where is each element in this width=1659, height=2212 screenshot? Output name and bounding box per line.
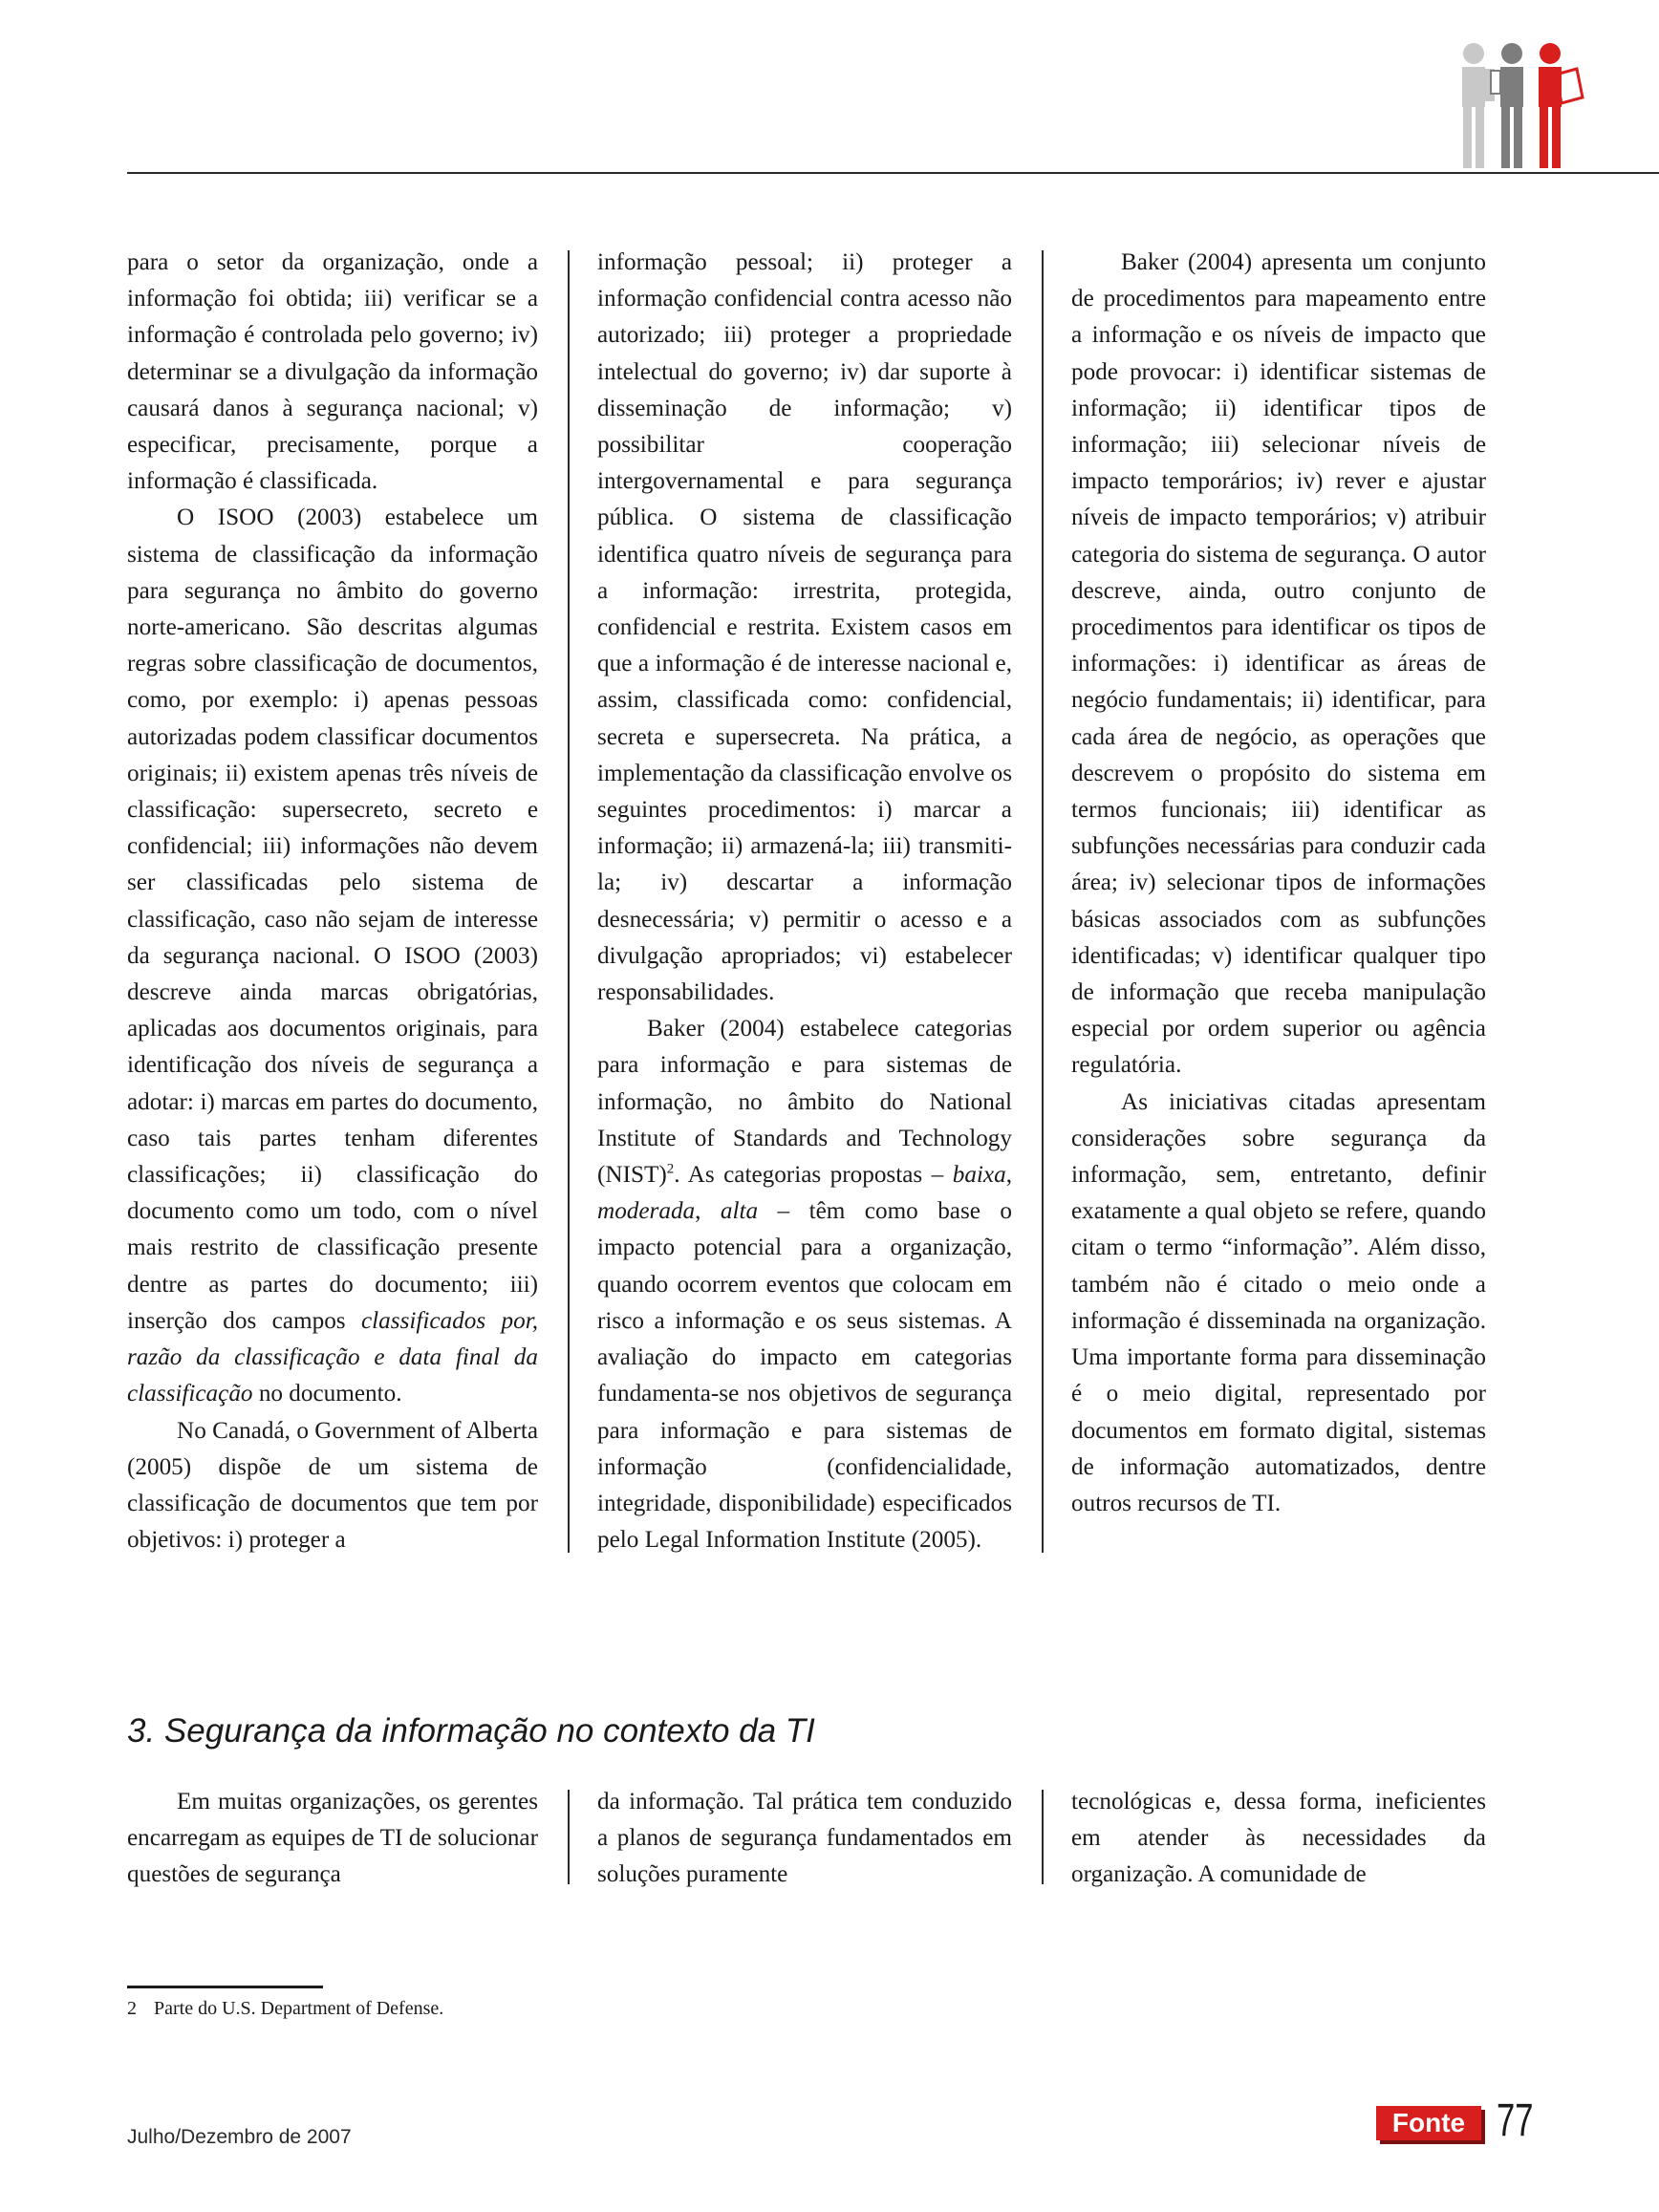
footnote-marker: 2 xyxy=(666,1161,675,1177)
paragraph: Baker (2004) estabelece categorias para informação e para sistemas de informação, no âmbito do National Institute of Standards and Technology (NIST)$^2$. As categorias propostas – baixa, moderada, alta – têm como base o impacto potencial para a organização, quando ocorrem eventos que colocam em risco a informação e os seus sistemas. A avaliação do impacto em categorias fundamenta-se nos objetivos de segurança para informação e para sistemas de informação (confidencialidade, integridade, disponibilidade) especificados pelo Legal Information Institute (2005). xyxy=(597,1016,1013,1554)
paragraph: No Canadá, o Government of Alberta (2005) dispõe de um sistema de classificação de documentos que tem por objetivos: i) proteger a xyxy=(127,1417,538,1554)
column-1 xyxy=(127,1784,538,1894)
brand-logo: Fonte xyxy=(1376,2106,1481,2140)
paragraph: da informação. Tal prática tem conduzido a planos de segurança fundamentados em soluções puramente xyxy=(597,1789,1012,1888)
footnote-text: Parte do U.S. Department of Defense. xyxy=(154,1998,444,2019)
paragraph: Em muitas organizações, os gerentes encarregam as equipes de TI de solucionar questões de segurança xyxy=(127,1789,538,1888)
column-2 xyxy=(597,1784,1012,1894)
paragraph: para o setor da organização, onde a informação foi obtida; iii) verificar se a informação é controlada pelo governo; iv) determinar se a divulgação da informação causará danos à segurança nacional; v) especificar, precisamente, porque a informação é classificada. xyxy=(127,249,538,495)
paragraph: As iniciativas citadas apresentam considerações sobre segurança da informação, sem, entretanto, definir exatamente a qual objeto se refere, quando citam o termo “informação”. Além disso, também não é citado o meio onde a informação é disseminada na organização. Uma importante forma para disseminação é o meio digital, representado por documentos em formato digital, sistemas de informação automatizados, dentre outros recursos de TI. xyxy=(1071,1088,1486,1516)
header-rule xyxy=(127,172,1659,174)
page-number: 77 xyxy=(1497,2095,1534,2146)
column-3 xyxy=(1071,245,1486,1558)
section-body xyxy=(127,1784,1486,1894)
paragraph: informação pessoal; ii) proteger a informação confidencial contra acesso não autorizado; iii) proteger a propriedade intelectual do governo; iv) dar suporte à disseminação de informação; v) possibilitar cooperação intergovernamental e para segurança pública. O sistema de classificação identifica quatro níveis de segurança para a informação: irrestrita, protegida, confidencial e restrita. Existem casos em que a informação é de interesse nacional e, assim, classificada como: confidencial, secreta e supersecreta. Na prática, a implementação da classificação envolve os seguintes procedimentos: i) marcar a informação; ii) armazená-la; iii) transmiti-la; iv) descartar a informação desnecessária; v) permitir o acesso e a divulgação apropriados; vi) estabelecer responsabilidades. xyxy=(597,249,1012,1006)
column-2 xyxy=(597,245,1012,1558)
section-heading: 3. Segurança da informação no contexto da TI xyxy=(127,1712,815,1750)
footnote-rule xyxy=(127,1986,323,1988)
article-body xyxy=(127,245,1486,1558)
paragraph: Baker (2004) apresenta um conjunto de procedimentos para mapeamento entre a informação e os níveis de impacto que pode provocar: i) identificar sistemas de informação; ii) identificar tipos de informação; iii) selecionar níveis de impacto temporários; iv) rever e ajustar níveis de impacto temporários; v) atribuir categoria do sistema de segurança. O autor descreve, ainda, outro conjunto de procedimentos para identificar os tipos de informações: i) identificar as áreas de negócio fundamentais; ii) identificar, para cada área de negócio, as operações que descrevem o propósito do sistema em termos funcionais; iii) identificar as subfunções necessárias para conduzir cada área; iv) selecionar tipos de informações básicas associados com as subfunções identificadas; v) identificar qualquer tipo de informação que receba manipulação especial por ordem superior ou agência regulatória. xyxy=(1071,249,1486,1079)
footnote xyxy=(127,1995,443,2022)
column-1 xyxy=(127,245,538,1558)
people-figures-icon xyxy=(1443,38,1586,172)
paragraph: O ISOO (2003) estabelece um sistema de classificação da informação para segurança no âmbito do governo norte-americano. São descritas algumas regras sobre classificação de documentos, como, por exemplo: i) apenas pessoas autorizadas podem classificar documentos originais; ii) existem apenas três níveis de classificação: supersecreto, secreto e confidencial; iii) informações não devem ser classificadas pelo sistema de classificação, caso não sejam de interesse da segurança nacional. O ISOO (2003) descreve ainda marcas obrigatórias, aplicadas aos documentos originais, para identificação dos níveis de segurança a adotar: i) marcas em partes do documento, caso tais partes tenham diferentes classificações; ii) classificação do documento como um todo, com o nível mais restrito de classificação presente dentre as partes do documento; iii) inserção dos campos classificados por, razão da classificação e data final da classificação no documento. xyxy=(127,505,539,1407)
footnote-number: 2 xyxy=(127,1998,137,2019)
column-3 xyxy=(1071,1784,1486,1894)
issue-date: Julho/Dezembro de 2007 xyxy=(127,2126,352,2148)
paragraph: tecnológicas e, dessa forma, ineficientes em atender às necessidades da organização. A comunidade de xyxy=(1071,1789,1486,1888)
